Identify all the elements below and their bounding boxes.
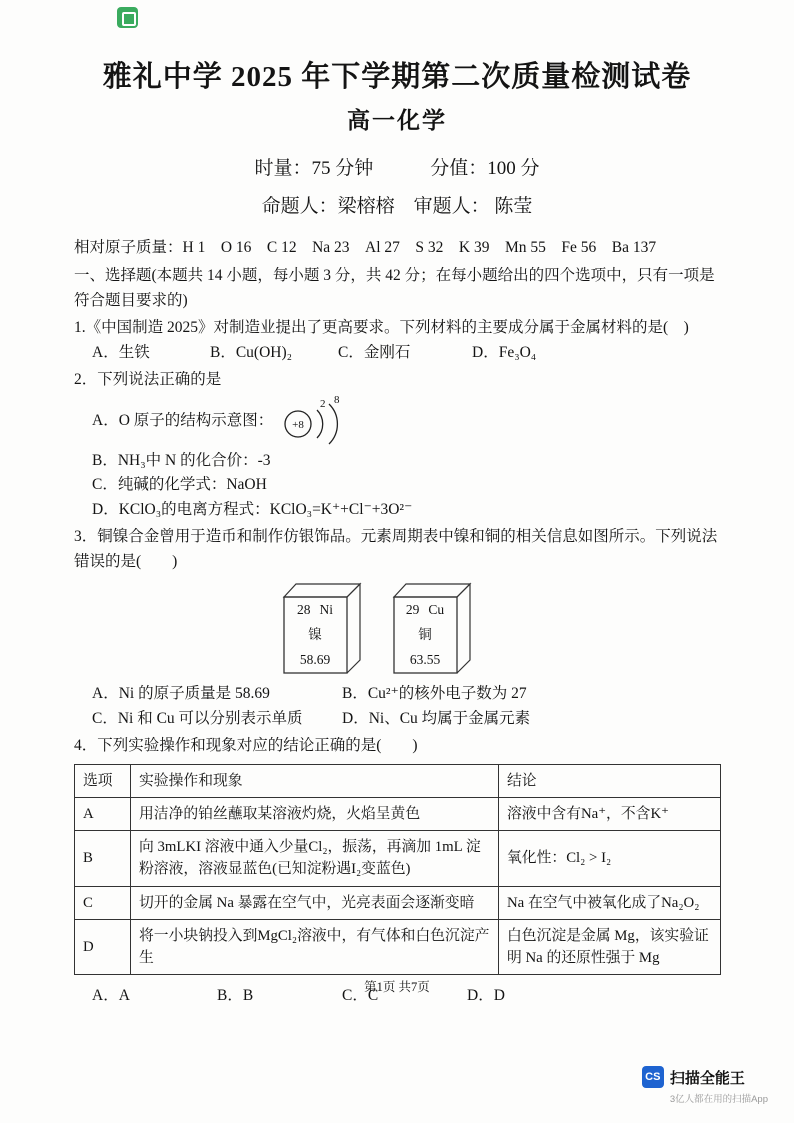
q3-options [92,682,720,731]
element-name: 镍 [308,627,322,643]
element-mass: 63.55 [409,652,441,668]
camscanner-watermark [642,1066,768,1105]
q1-option-d: D．Fe₃O₄ [472,343,537,361]
q4-row-b-operation: 向 3mLKI 溶液中通入少量Cl₂，振荡，再滴加 1mL 淀粉溶液，溶液显蓝色(已知淀粉遇I₂变蓝色) [131,831,499,886]
q4-row-d-operation: 将一小块钠投入到MgCl₂溶液中，有气体和白色沉淀产生 [131,919,499,974]
camscanner-name: 扫描全能王 [669,1069,745,1087]
q4-row-d-conclusion: 白色沉淀是金属 Mg，该实验证明 Na 的还原性强于 Mg [499,919,721,974]
q4-row-a-conclusion: 溶液中含有Na⁺，不含K⁺ [499,797,721,830]
element-symbol: Cu [428,602,445,618]
q2-option-d: D．KClO₃的电离方程式：KClO₃=K⁺+Cl⁻+3O²⁻ [92,500,413,518]
q2-option-a [92,393,720,449]
q4-table [74,764,721,975]
q3-element-figures [74,582,680,676]
q3-option-b: B．Cu²⁺的核外电子数为 27 [342,685,527,703]
q1-stem: 1.《中国制造 2025》对制造业提出了更高要求。下列材料的主要成分属于金属材料的是( ) [74,319,689,337]
table-row [75,797,721,830]
atom-nucleus-label: +8 [292,418,305,431]
q3-stem: 3．铜镍合金曾用于造币和制作仿银饰品。元素周期表中镍和铜的相关信息如图所示。下列说法错误的是( ) [74,528,718,570]
green-stamp-icon [117,7,138,28]
time-score-line: 时量：75 分钟 分值：100 分 [254,158,540,179]
atomic-mass-line: 相对原子质量：H 1 O 16 C 12 Na 23 Al 27 S 32 K 39 Mn 55 Fe 56 Ba 137 [74,239,657,256]
q2-option-b: B．NH₃中 N 的化合价：-3 [92,451,271,469]
atom-shell2-label: 8 [334,393,340,406]
section-one-header: 一、选择题(本题共 14 小题，每小题 3 分，共 42 分；在每小题给出的四个选项中，只有一项是符合题目要求的) [74,267,715,309]
camscanner-tagline: 3亿人都在用的扫描App [669,1094,768,1105]
q4-header-operation: 实验操作和现象 [131,764,499,797]
element-mass: 58.69 [299,652,331,668]
element-card-ni [282,582,362,676]
question-3 [74,525,720,731]
table-row [75,886,721,919]
q1-option-b: B．Cu(OH)₂ [210,343,293,361]
camscanner-logo-icon: CS [642,1066,664,1088]
q4-row-a-option: A [75,797,131,830]
q4-row-c-option: C [75,886,131,919]
element-number: 29 [405,602,420,618]
q4-row-a-operation: 用洁净的铂丝蘸取某溶液灼烧，火焰呈黄色 [131,797,499,830]
q3-option-d: D．Ni、Cu 均属于金属元素 [342,709,531,727]
q4-header-conclusion: 结论 [499,764,721,797]
element-card-cu [392,582,472,676]
q4-answer-c: C．C [342,987,379,1005]
q2-option-c: C．纯碱的化学式：NaOH [92,476,267,494]
table-row [75,831,721,886]
exam-body [0,218,794,1009]
element-number: 28 [297,602,311,618]
question-4 [74,734,720,1008]
q4-row-b-option: B [75,831,131,886]
authors-line: 命题人：梁榕榕 审题人： 陈莹 [261,196,533,217]
q4-header-option: 选项 [75,764,131,797]
q3-option-c: C．Ni 和 Cu 可以分别表示单质 [92,709,303,727]
q4-row-b-conclusion: 氧化性：Cl₂ > I₂ [499,831,721,886]
atom-shell1-label: 2 [320,397,326,410]
page-footer: 第1页 共7页 [364,980,430,994]
table-row [75,919,721,974]
q4-row-c-operation: 切开的金属 Na 暴露在空气中，光亮表面会逐渐变暗 [131,886,499,919]
q4-answer-d: D．D [467,987,505,1005]
question-1 [74,316,720,365]
q3-option-a: A．Ni 的原子质量是 58.69 [92,685,270,703]
q4-row-d-option: D [75,919,131,974]
exam-title: 雅礼中学 2025 年下学期第二次质量检测试卷 [102,61,692,93]
element-symbol: Ni [319,602,333,618]
q4-row-c-conclusion: Na 在空气中被氧化成了Na₂O₂ [499,886,721,919]
q2-option-a-label: A．O 原子的结构示意图： [92,411,274,429]
q4-answer-a: A．A [92,987,130,1005]
q2-stem: 2．下列说法正确的是 [74,371,222,389]
q1-options [92,341,720,365]
q1-option-a: A．生铁 [92,343,150,361]
q4-answer-b: B．B [217,987,254,1005]
atom-structure-diagram [281,393,361,449]
q4-stem: 4．下列实验操作和现象对应的结论正确的是( ) [74,737,418,755]
table-header-row [75,764,721,797]
q1-option-c: C．金刚石 [338,343,411,361]
element-name: 铜 [418,627,432,643]
question-2 [74,368,720,522]
exam-subject: 高一化学 [347,108,447,133]
